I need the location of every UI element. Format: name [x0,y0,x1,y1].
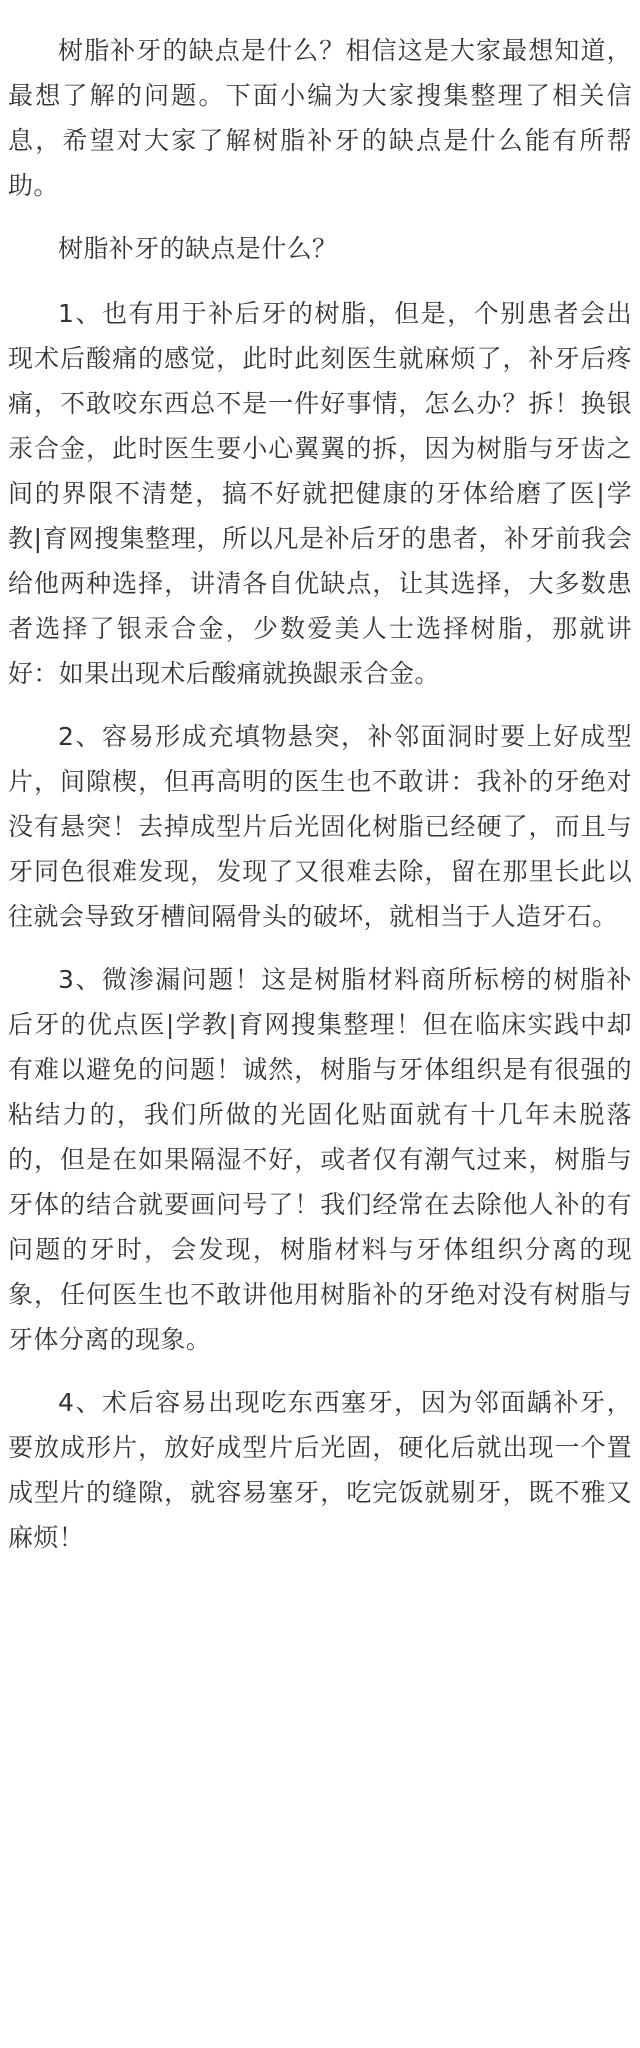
intro-paragraph: 树脂补牙的缺点是什么？相信这是大家最想知道，最想了解的问题。下面小编为大家搜集整理了相关信息，希望对大家了解树脂补牙的缺点是什么能有所帮助。 [8,36,632,200]
point-paragraph-1: 1、也有用于补后牙的树脂，但是，个别患者会出现术后酸痛的感觉，此时此刻医生就麻烦了，补牙后疼痛，不敢咬东西总不是一件好事情，怎么办？拆！换银汞合金，此时医生要小心翼翼的拆，因为树脂与牙齿之间的界限不清楚，搞不好就把健康的牙体给磨了医|学教|育网搜集整理，所以凡是补后牙的患者，补牙前我会给他两种选择，讲清各自优缺点，让其选择，大多数患者选择了银汞合金，少数爱美人士选择树脂，那就讲好：如果出现术后酸痛就换龈汞合金。 [8,299,632,688]
point-paragraph-3: 3、微渗漏问题！这是树脂材料商所标榜的树脂补后牙的优点医|学教|育网搜集整理！但在临床实践中却有难以避免的问题！诚然，树脂与牙体组织是有很强的粘结力的，我们所做的光固化贴面就有十几年未脱落的，但是在如果隔湿不好，或者仅有潮气过来，树脂与牙体的结合就要画问号了！我们经常在去除他人补的有问题的牙时，会发现，树脂材料与牙体组织分离的现象，任何医生也不敢讲他用树脂补的牙绝对没有树脂与牙体分离的现象。 [8,965,632,1354]
point-paragraph-4: 4、术后容易出现吃东西塞牙，因为邻面龋补牙，要放成形片，放好成型片后光固，硬化后就出现一个置成型片的缝隙，就容易塞牙，吃完饭就剔牙，既不雅又麻烦！ [8,1388,632,1552]
article-body [8,28,632,1560]
point-paragraph-2: 2、容易形成充填物悬突，补邻面洞时要上好成型片，间隙楔，但再高明的医生也不敢讲：我补的牙绝对没有悬突！去掉成型片后光固化树脂已经硬了，而且与牙同色很难发现，发现了又很难去除，留在那里长此以往就会导致牙槽间隔骨头的破坏，就相当于人造牙石。 [8,722,632,931]
section-heading: 树脂补牙的缺点是什么？ [58,234,338,263]
